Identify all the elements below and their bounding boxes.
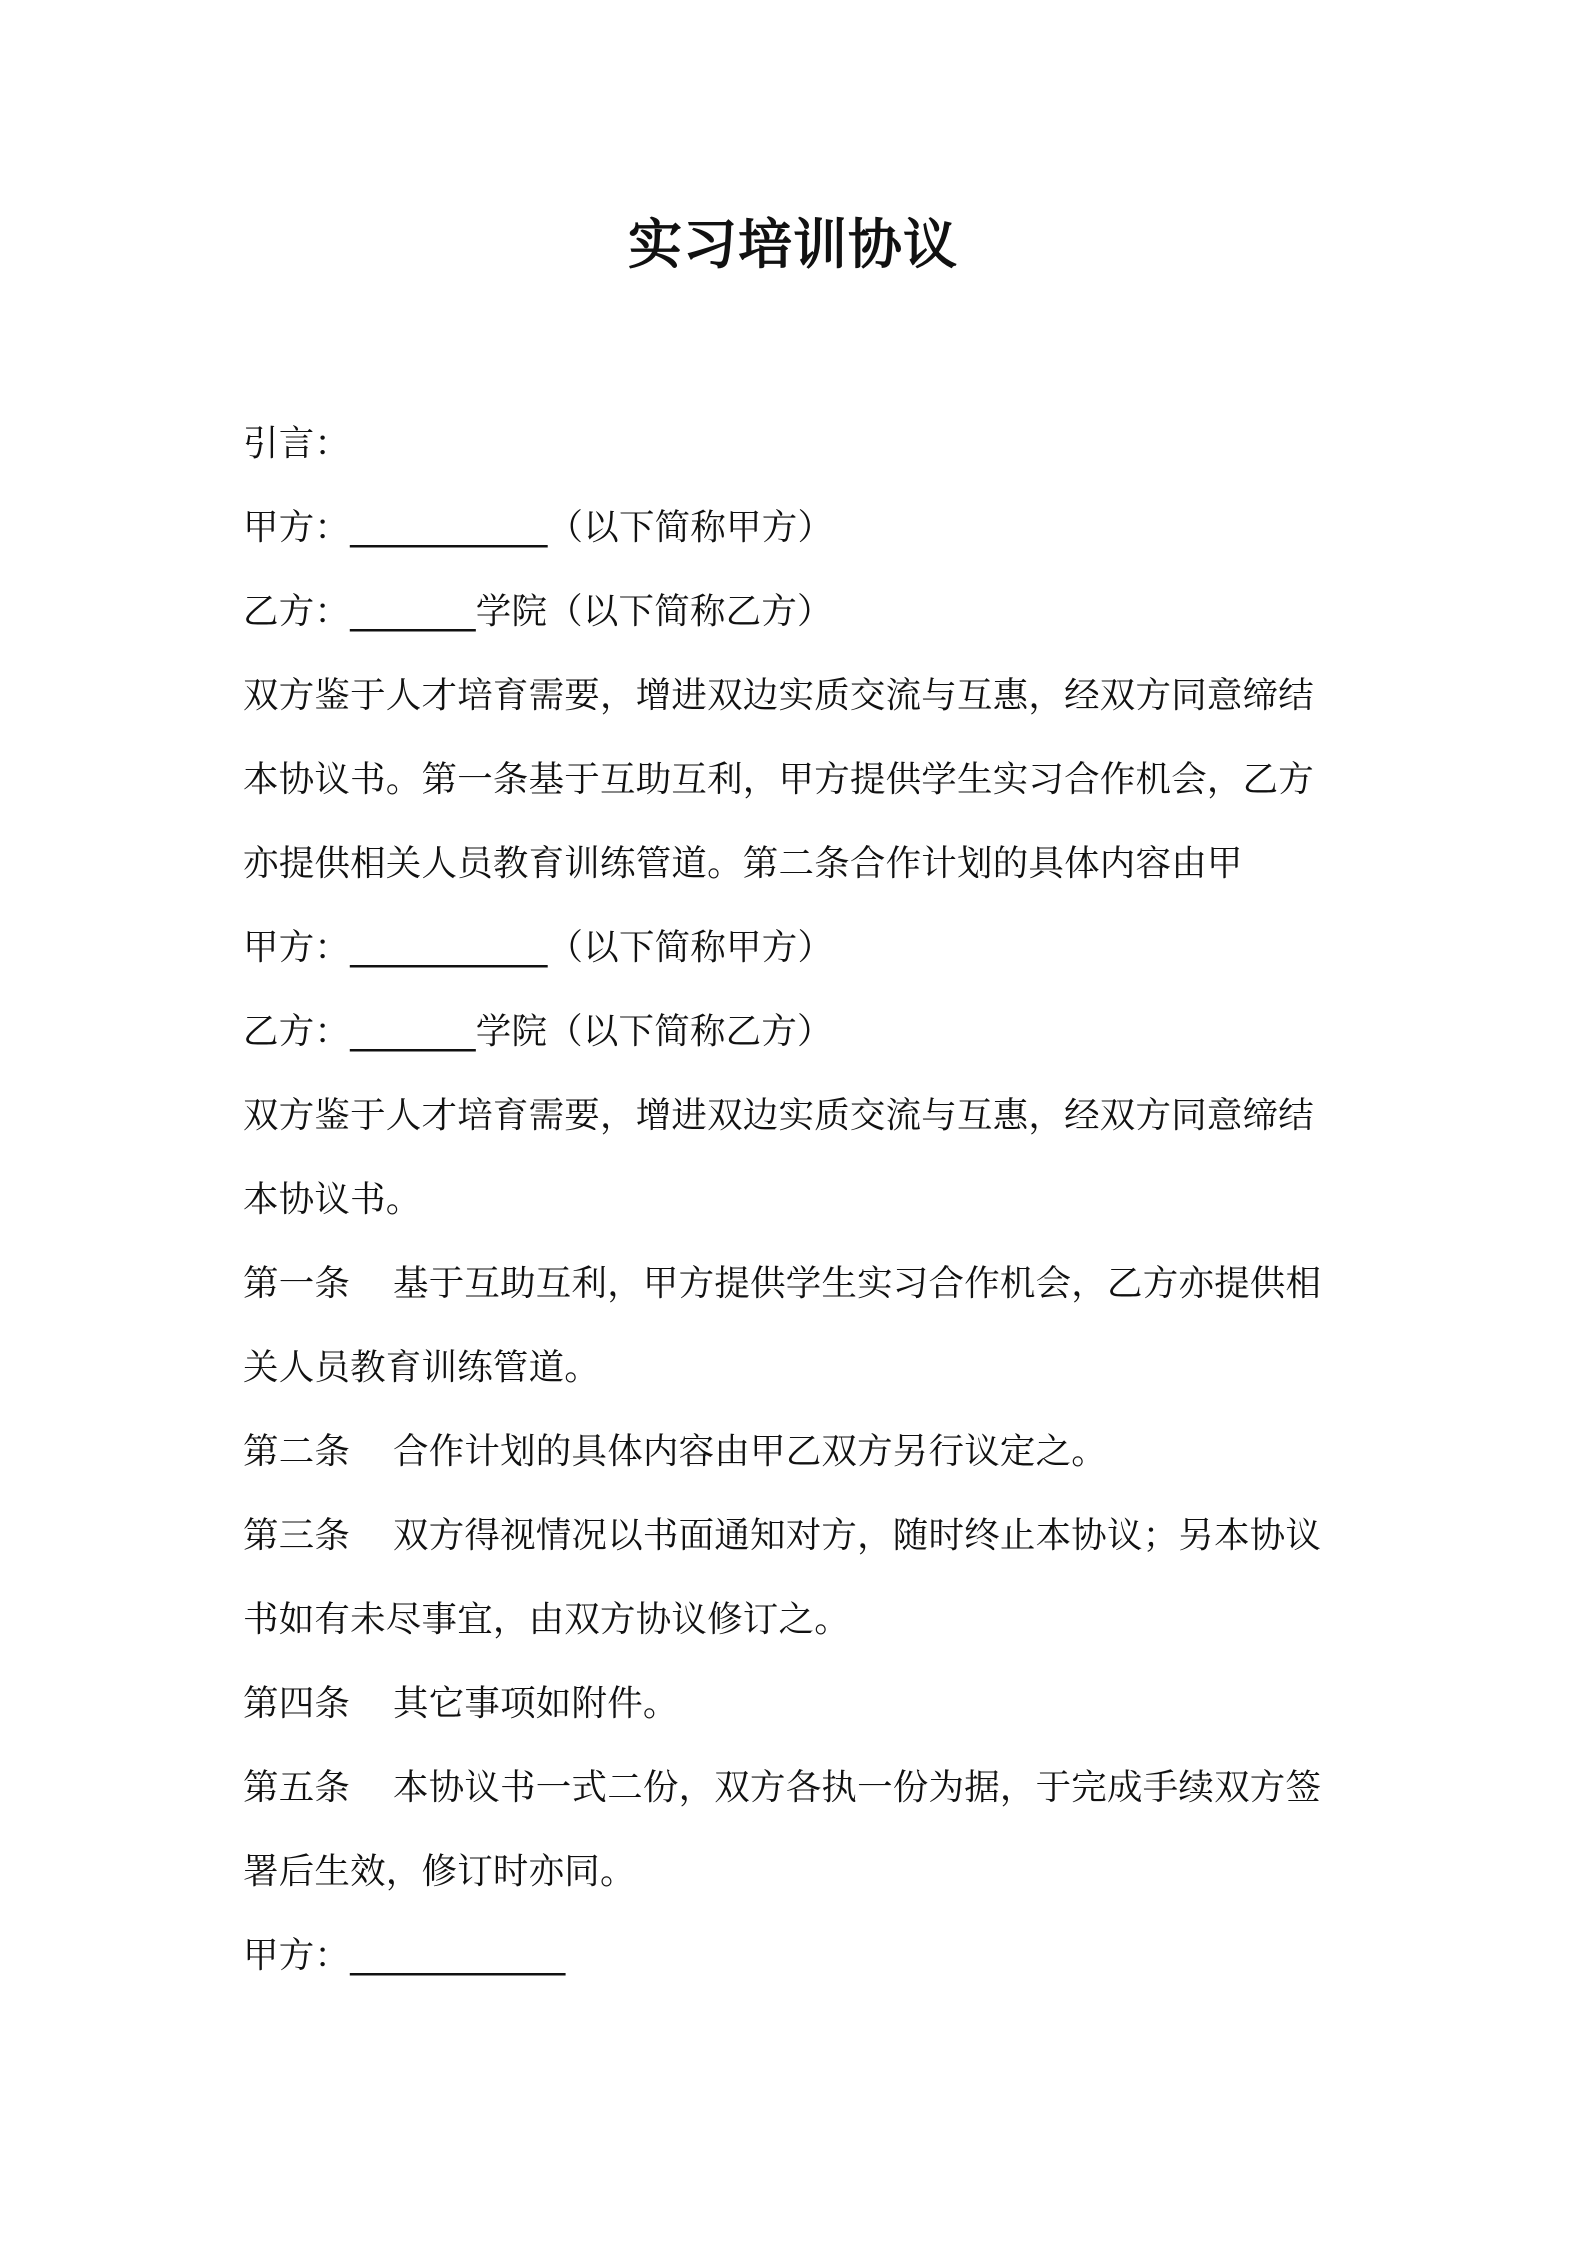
article-3-continuation: 书如有未尽事宜，由双方协议修订之。 (243, 1599, 850, 1640)
article-4-text: 其它事项如附件。 (393, 1683, 679, 1724)
article-4-line (243, 1662, 1363, 1746)
article-3-line (243, 1494, 1363, 1578)
party-b-line: 乙方：_______学院（以下简称乙方） (243, 1011, 833, 1052)
article-1-line (243, 1242, 1363, 1326)
paragraph-line: 本协议书。第一条基于互助互利，甲方提供学生实习合作机会，乙方 (243, 759, 1315, 800)
article-2-text: 合作计划的具体内容由甲乙双方另行议定之。 (393, 1431, 1108, 1472)
article-1-heading: 第一条 (243, 1263, 351, 1304)
article-5-line (243, 1746, 1363, 1830)
article-3-text: 双方得视情况以书面通知对方，随时终止本协议；另本协议 (393, 1515, 1322, 1556)
article-1-text: 基于互助互利，甲方提供学生实习合作机会，乙方亦提供相 (393, 1263, 1322, 1304)
article-4-heading: 第四条 (243, 1683, 351, 1724)
party-a-line: 甲方：___________（以下简称甲方） (243, 507, 834, 548)
paragraph-line: 本协议书。 (243, 1179, 422, 1220)
article-1-continuation: 关人员教育训练管道。 (243, 1347, 601, 1388)
party-b-line: 乙方：_______学院（以下简称乙方） (243, 591, 833, 632)
article-5-heading: 第五条 (243, 1767, 351, 1808)
paragraph-line: 亦提供相关人员教育训练管道。第二条合作计划的具体内容由甲 (243, 843, 1243, 884)
party-a-line: 甲方：___________（以下简称甲方） (243, 927, 834, 968)
intro-label: 引言： (243, 423, 351, 464)
article-5-continuation: 署后生效，修订时亦同。 (243, 1851, 636, 1892)
paragraph-line: 双方鉴于人才培育需要，增进双边实质交流与互惠，经双方同意缔结 (243, 675, 1315, 716)
article-2-line (243, 1410, 1363, 1494)
signature-line: 甲方：____________ (243, 1935, 566, 1976)
document-body (243, 402, 1363, 1998)
article-2-heading: 第二条 (243, 1431, 351, 1472)
article-3-heading: 第三条 (243, 1515, 351, 1556)
document-title: 实习培训协议 (628, 213, 958, 276)
article-5-text: 本协议书一式二份，双方各执一份为据，于完成手续双方签 (393, 1767, 1322, 1808)
paragraph-line: 双方鉴于人才培育需要，增进双边实质交流与互惠，经双方同意缔结 (243, 1095, 1315, 1136)
